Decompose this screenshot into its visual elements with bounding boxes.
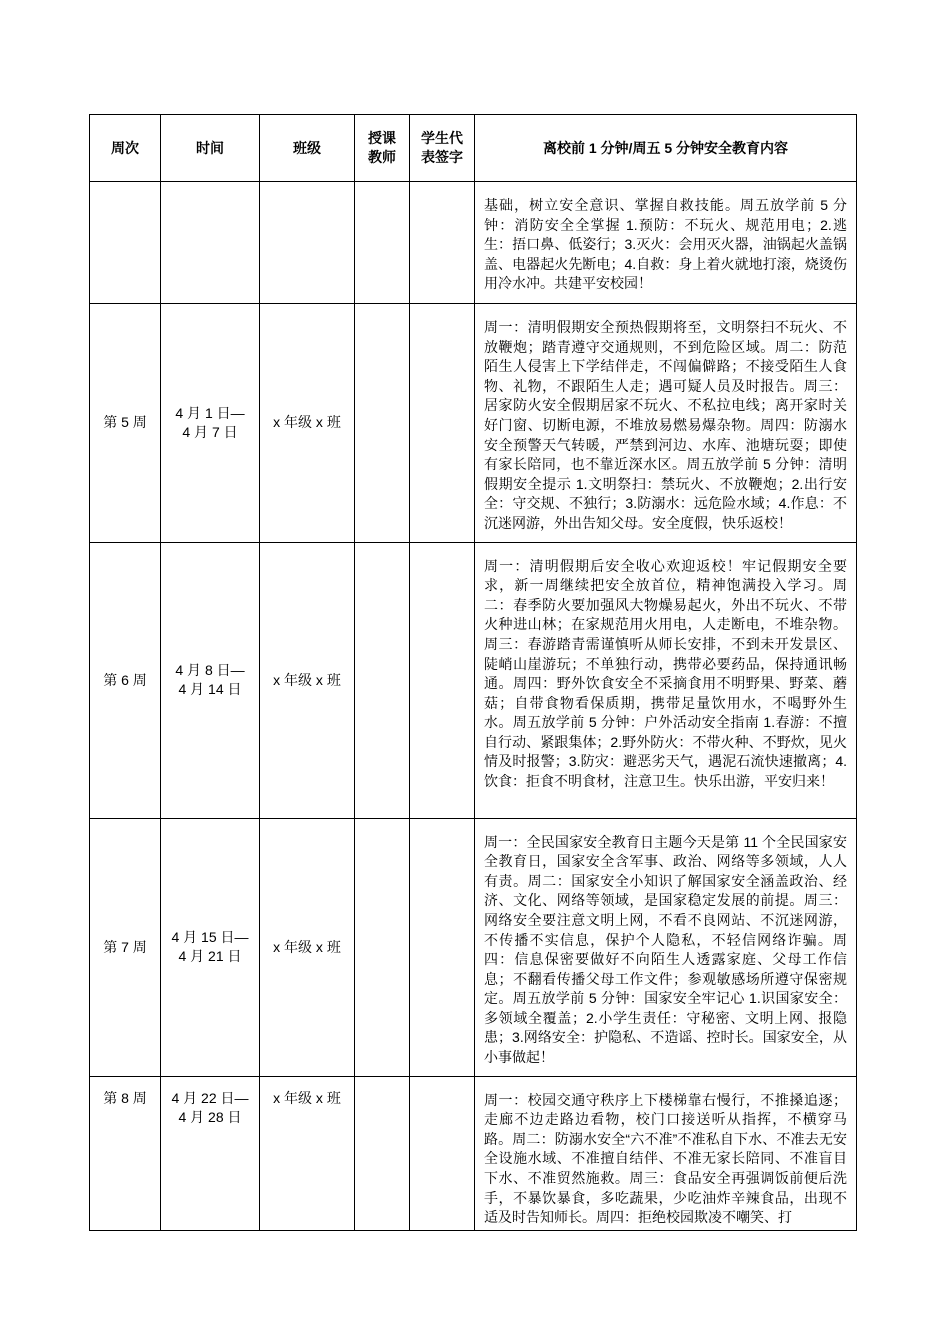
date-cell (161, 542, 260, 818)
table-row (90, 182, 857, 304)
class-cell: x 年级 x 班 (260, 818, 355, 1076)
student-signature-cell (410, 182, 475, 304)
content-cell: 周一：清明假期后安全收心欢迎返校！牢记假期安全要求，新一周继续把安全放首位，精神饱满投入学习。周二：春季防火要加强风大物燥易起火，外出不玩火、不带火种进山林；在家规范用火用电，人走断电，不堆杂物。周三：春游踏青需谨慎听从师长安排，不到未开发景区、陡峭山崖游玩；不单独行动，携带必要药品，保持通讯畅通。周四：野外饮食安全不采摘食用不明野果、野菜、蘑菇；自带食物看保质期，携带足量饮用水，不喝野外生水。周五放学前 5 分钟：户外活动安全指南 1.春游：不擅自行动、紧跟集体；2.野外防火：不带火种、不野炊，见火情及时报警；3.防灾：避恶劣天气，遇泥石流快速撤离；4.饮食：拒食不明食材，注意卫生。快乐出游，平安归来！ (475, 542, 857, 818)
header-student-signature: 学生代表签字 (410, 115, 475, 182)
date-end: 4 月 7 日 (182, 423, 238, 440)
header-teacher: 授课教师 (355, 115, 410, 182)
table-row (90, 1076, 857, 1230)
class-cell: x 年级 x 班 (260, 304, 355, 543)
content-cell: 基础，树立安全意识、掌握自救技能。周五放学前 5 分钟：消防安全全掌握 1.预防：不玩火、规范用电；2.逃生：捂口鼻、低姿行；3.灭火：会用灭火器，油锅起火盖锅盖、电器起火先断电；4.自救：身上着火就地打滚，烧烫伤用冷水冲。共建平安校园！ (475, 182, 857, 304)
week-cell (90, 182, 161, 304)
date-end: 4 月 21 日 (178, 948, 242, 965)
date-cell (161, 304, 260, 543)
content-cell: 周一：全民国家安全教育日主题今天是第 11 个全民国家安全教育日，国家安全含军事、政治、网络等多领域，人人有责。周二：国家安全小知识了解国家安全涵盖政治、经济、文化、网络等领域，是国家稳定发展的前提。周三：网络安全要注意文明上网，不看不良网站、不沉迷网游，不传播不实信息，保护个人隐私，不轻信网络诈骗。周四：信息保密要做好不向陌生人透露家庭、父母工作信息；不翻看传播父母工作文件；参观敏感场所遵守保密规定。周五放学前 5 分钟：国家安全牢记心 1.识国家安全：多领域全覆盖；2.小学生责任：守秘密、文明上网、报隐患；3.网络安全：护隐私、不造谣、控时长。国家安全，从小事做起！ (475, 818, 857, 1076)
student-signature-cell (410, 1076, 475, 1230)
week-cell: 第 7 周 (90, 818, 161, 1076)
date-cell (161, 182, 260, 304)
teacher-cell (355, 818, 410, 1076)
table-row (90, 818, 857, 1076)
header-row (90, 115, 857, 182)
date-start: 4 月 22 日— (171, 1089, 249, 1106)
header-week: 周次 (90, 115, 161, 182)
class-cell: x 年级 x 班 (260, 542, 355, 818)
header-time: 时间 (161, 115, 260, 182)
student-signature-cell (410, 542, 475, 818)
date-end: 4 月 28 日 (178, 1108, 242, 1125)
date-start: 4 月 15 日— (171, 929, 249, 946)
class-cell (260, 182, 355, 304)
teacher-cell (355, 304, 410, 543)
teacher-cell (355, 542, 410, 818)
date-end: 4 月 14 日 (178, 681, 242, 698)
teacher-cell (355, 1076, 410, 1230)
week-cell: 第 6 周 (90, 542, 161, 818)
student-signature-cell (410, 304, 475, 543)
date-cell (161, 1076, 260, 1230)
table-row (90, 304, 857, 543)
header-class: 班级 (260, 115, 355, 182)
header-content: 离校前 1 分钟/周五 5 分钟安全教育内容 (475, 115, 857, 182)
teacher-cell (355, 182, 410, 304)
content-cell: 周一：校园交通守秩序上下楼梯靠右慢行，不推搡追逐；走廊不边走路边看物，校门口接送听从指挥，不横穿马路。周二：防溺水安全“六不准”不准私自下水、不准去无安全设施水域、不准擅自结伴、不准无家长陪同、不准盲目下水、不准贸然施救。周三：食品安全再强调饭前便后洗手，不暴饮暴食，多吃蔬果，少吃油炸辛辣食品，出现不适及时告知师长。周四：拒绝校园欺凌不嘲笑、打 (475, 1076, 857, 1230)
week-cell: 第 5 周 (90, 304, 161, 543)
date-cell (161, 818, 260, 1076)
class-cell: x 年级 x 班 (260, 1076, 355, 1230)
content-cell: 周一：清明假期安全预热假期将至，文明祭扫不玩火、不放鞭炮；踏青遵守交通规则，不到危险区域。周二：防范陌生人侵害上下学结伴走，不闯偏僻路；不接受陌生人食物、礼物，不跟陌生人走；遇可疑人员及时报告。周三：居家防火安全假期居家不玩火、不私拉电线；离开家时关好门窗、切断电源，不堆放易燃易爆杂物。周四：防溺水安全预警天气转暖，严禁到河边、水库、池塘玩耍；即使有家长陪同，也不靠近深水区。周五放学前 5 分钟：清明假期安全提示 1.文明祭扫：禁玩火、不放鞭炮；2.出行安全：守交规、不独行；3.防溺水：远危险水域；4.作息：不沉迷网游，外出告知父母。安全度假，快乐返校！ (475, 304, 857, 543)
week-cell: 第 8 周 (90, 1076, 161, 1230)
safety-schedule-table (89, 114, 857, 1231)
table-row (90, 542, 857, 818)
date-start: 4 月 8 日— (175, 662, 245, 679)
date-start: 4 月 1 日— (175, 404, 245, 421)
student-signature-cell (410, 818, 475, 1076)
